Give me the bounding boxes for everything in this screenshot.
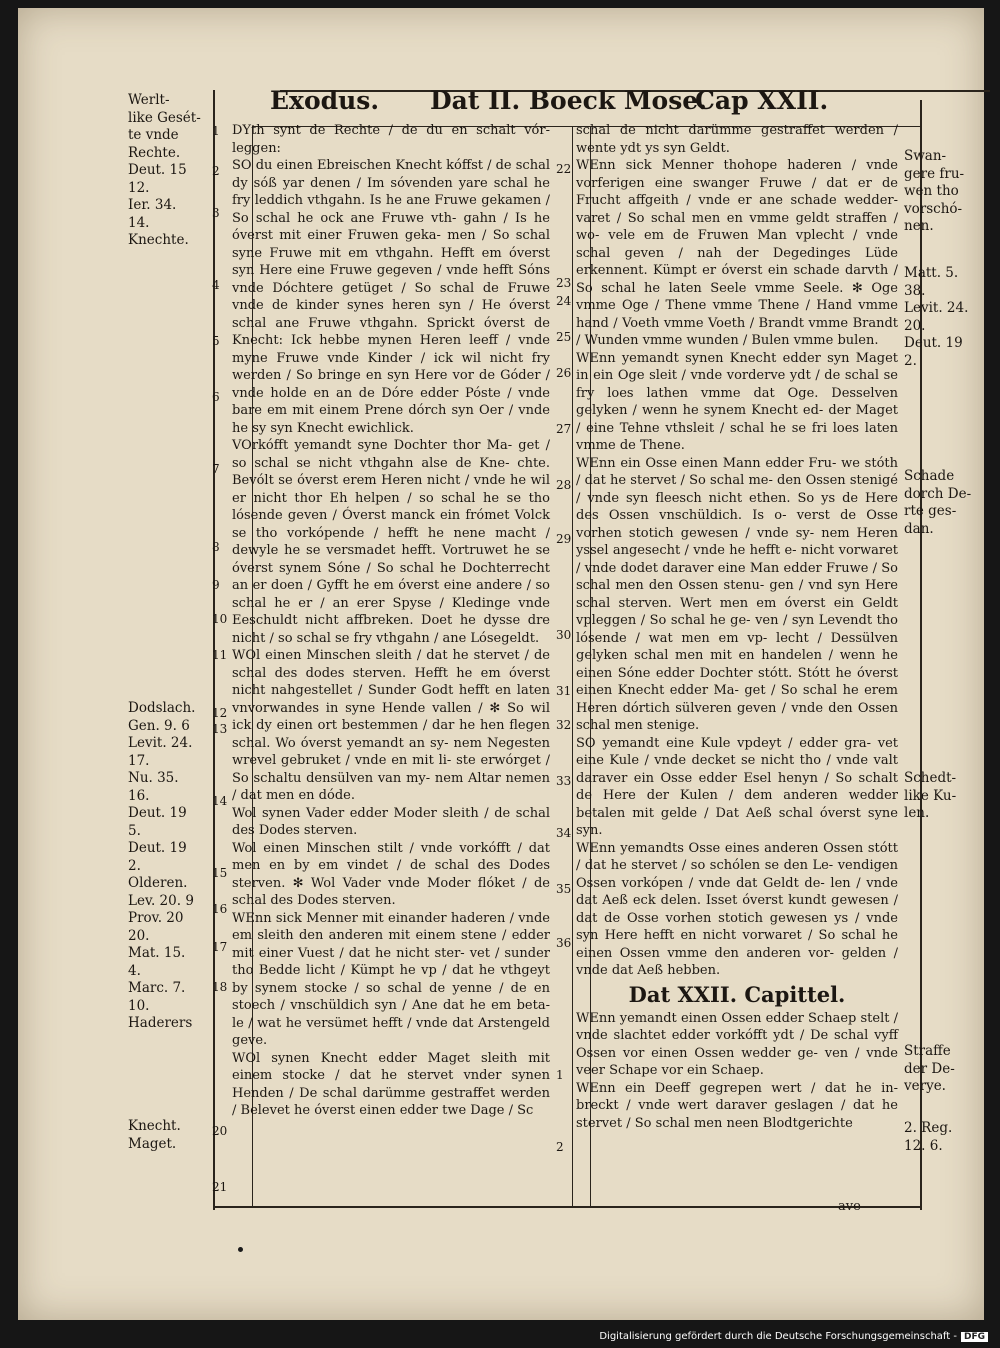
verse-number: 13 (212, 722, 228, 736)
verse-number: 1 (212, 124, 220, 138)
dfg-logo: DFG (961, 1332, 988, 1342)
footer-credit (599, 1331, 988, 1342)
margin-note: Swan- gere fru- wen tho vorschó- nen. (904, 148, 965, 234)
footer-text: Digitalisierung gefördert durch die Deutsche Forschungsgemeinschaft - (599, 1331, 957, 1342)
paragraph: WOl synen Knecht edder Maget sleith mit einem stocke / dat he stervet vnder synen Henden / De schal darümme gestraffet werden / Belevet he óverst einen edder twe Dage / Sc (232, 1050, 550, 1118)
right-number-rule (572, 126, 573, 1206)
verse-number: 14 (212, 794, 228, 808)
verse-number: 5 (212, 334, 220, 348)
paragraph: Wol einen Minschen stilt / vnde vorkófft / dat men en by em vindet / de schal des Dodes sterven. ✻ Wol Vader vnde Moder flóket / de schal des Dodes sterven. (232, 840, 550, 908)
verse-number: 2 (556, 1140, 564, 1154)
margin-note: 2. Reg. 12. 6. (904, 1120, 953, 1154)
frame-bottom-rule (213, 1206, 920, 1208)
paragraph: WEnn sick Menner thohope haderen / vnde vorferigen eine swanger Fruwe / dat er de Frucht affgeith / vnde er ane schade wedder- varet / So schal men en vmme geldt straffen / wo- vele em de Fruwen Man vplecht / vnde schal geven / nah der Degedinges Lüde erkennent. Kümpt er óverst ein schade darvth / So schal he laten Seele vmme Seele. ✻ Oge vmme Oge / Thene vmme Thene / Hand vmme hand / Voeth vmme Voeth / Brandt vmme Brandt / Wunden vmme wunden / Bulen vmme bulen. (576, 158, 898, 348)
running-head-title: Dat II. Boeck Mose. (430, 86, 707, 115)
paragraph: SO yemandt eine Kule vpdeyt / edder gra- vet eine Kule / vnde decket se nicht tho / vnde valt daraver ein Osse edder Esel henyn / So schalt de Here der Kulen / dem anderen wedder betalen mit gelde / Dat Aeß schal óverst syne syn. (576, 735, 898, 838)
margin-note: Schade dorch De- rte ges- dan. (904, 468, 972, 537)
paragraph: WEnn ein Deeff gegrepen wert / dat he in- breckt / vnde wert daraver geslagen / dat he stervet / So schal men neen Blodtgerichte (576, 1080, 898, 1131)
margin-note: Matt. 5. 38. Levit. 24. 20. Deut. 19 2. (904, 265, 969, 369)
left-text-column (232, 122, 550, 1120)
verse-number: 6 (212, 390, 220, 404)
verse-number: 32 (556, 718, 572, 732)
verse-number: 30 (556, 628, 572, 642)
paragraph: WEnn yemandt einen Ossen edder Schaep stelt / vnde slachtet edder vorkófft ydt / De schal vyff Ossen vor einen Ossen wedder ge- ven / vnde veer Schape vor ein Schaep. (576, 1010, 898, 1078)
running-head-chapter: Cap XXII. (695, 86, 829, 115)
verse-number: 18 (212, 980, 228, 994)
verse-number: 29 (556, 532, 572, 546)
paragraph: WEnn yemandt synen Knecht edder syn Maget in ein Oge sleit / vnde vorderve ydt / de schal se fry loes lathen vmme dat Oge. Desselven gelyken / wenn he synem Knecht ed- der Maget / eine Tehne vthsleit / schal he se fri loes laten vmme de Thene. (576, 350, 898, 453)
verse-number: 33 (556, 774, 572, 788)
verse-number: 11 (212, 648, 228, 662)
verse-number: 36 (556, 936, 572, 950)
margin-note: Knecht. Maget. (128, 1118, 181, 1152)
verse-number: 22 (556, 162, 572, 176)
paragraph: WEnn yemandts Osse eines anderen Ossen stótt / dat he stervet / so schólen se den Le- vendigen Ossen vorkópen / vnde dat Geldt de- len / vnde dat Aeß eck delen. Isset óverst kundt gewesen / dat de Osse vorhen stotich gewesen ys / vnde syn Here hefft en nicht vorwaret / So schal he einen Ossen vmme den anderen vor- gelden / vnde dat Aeß hebben. (576, 840, 898, 978)
verse-number: 34 (556, 826, 572, 840)
paragraph: SO du einen Ebreischen Knecht kóffst / de schal dy sóß yar denen / Im sóvenden yare schal he fry leddich vthgahn. Is he ane Fruwe gekamen / So schal he ock ane Fruwe vth- gahn / Is he óverst mit einer Fruwen geka- men / So schal syne Fruwe mit em vthgahn. Hefft em óverst syn Here eine Fruwe gegeven / vnde hefft Sóns vnde Dóchtere getüget / So schal de Fruwe vnde de kinder synes heren syn / He óverst schal ane Fruwe vthgahn. Sprickt óverst de Knecht: Ick hebbe mynen Heren leeff / vnde myne Fruwe vnde Kinder / ick wil nicht fry werden / So bringe en syn Here vor de Góder / vnde holde en an de Dóre edder Póste / vnde bare em mit einem Prene dórch syn Oer / vnde he sy syn Knecht ewichlick. (232, 158, 550, 436)
verse-number: 12 (212, 706, 228, 720)
margin-note: Schedt- like Ku- len. (904, 770, 957, 821)
verse-number: 16 (212, 902, 228, 916)
verse-number: 10 (212, 612, 228, 626)
ink-dot (238, 1247, 243, 1252)
verse-number: 15 (212, 866, 228, 880)
paragraph: VOrkófft yemandt syne Dochter thor Ma- get / so schal se nicht vthgahn alse de Kne- chte. Bevólt se óverst erem Heren nicht / vnde he wil er nicht thor Eh helpen / so schal he se tho lósende geven / Óverst manck ein frómet Volck se tho vorkópende / hefft he nene macht / dewyle he se versmadet hefft. Vortruwet he se óverst synem Sóne / So schal he Dochterrecht an er doen / Gyfft he em óverst eine andere / so schal he er / an erer Spyse / Kledinge vnde Eeschuldt nicht affbreken. Doet he dysse dre nicht / so schal se fry vthgahn / ane Lósegeldt. (232, 438, 550, 646)
verse-number: 23 (556, 276, 572, 290)
paragraph: WEnn ein Osse einen Mann edder Fru- we stóth / dat he stervet / So schal me- den Ossen stenigé / vnde syn fleesch nicht ethen. So ys de Here des Ossen vnschüldich. Is o- verst de Osse vorhen stotich gewesen / vnde sy- nem Heren yssel angesecht / vnde he hefft e- nicht vorwaret / vnde dodet daraver eine Man edder Fruwe / So schal men den Ossen stenu- gen / vnd syn Here schal sterven. Wert men em óverst ein Geldt vpleggen / So schal he ge- ven / syn Levendt tho lósende / wat men em vp- lecht / Dessülven gelyken schal men mit en handelen / wenn he einen Sóne edder Dochter stótt. Stótt he óverst einen Knecht edder Ma- get / So schal he erem Heren dórtich sülveren geven / vnde den Ossen schal men stenige. (576, 455, 898, 733)
verse-number: 24 (556, 294, 572, 308)
paragraph: Wol synen Vader edder Moder sleith / de schal des Dodes sterven. (232, 805, 550, 838)
paragraph: Dat XXII. Capittel. (628, 981, 846, 1007)
verse-number: 20 (212, 1124, 228, 1138)
verse-number: 9 (212, 578, 220, 592)
verse-number: 3 (212, 206, 220, 220)
verse-number: 17 (212, 940, 228, 954)
running-head-book: Exodus. (270, 86, 380, 115)
verse-number: 1 (556, 1068, 564, 1082)
catchword: ave (838, 1199, 861, 1214)
verse-number: 25 (556, 330, 572, 344)
verse-number: 26 (556, 366, 572, 380)
paragraph: WOl einen Minschen sleith / dat he stervet / de schal des dodes sterven. Hefft he em óverst nicht nahgestellet / Sunder Godt hefft en laten vnvorwandes in syne Hende vallen / ✻ So wil ick dy einen ort bestemmen / dar he hen flegen schal. Wo óverst yemandt an sy- nem Negesten wrevel gebruket / vnde en mit li- ste erwórget / So schaltu densülven van my- nem Altar nemen / dat men en dóde. (232, 648, 550, 803)
verse-number: 27 (556, 422, 572, 436)
paragraph: schal de nicht darümme gestraffet werden / wente ydt ys syn Geldt. (576, 123, 898, 156)
verse-number: 31 (556, 684, 572, 698)
margin-note: Werlt- like Gesét- te vnde Rechte. Deut. 15 12. Ier. 34. 14. Knechte. (128, 92, 201, 248)
margin-note: Dodslach. Gen. 9. 6 Levit. 24. 17. Nu. 35. 16. Deut. 19 5. Deut. 19 2. Olderen. Lev. 20. 9 Prov. 20 20. Mat. 15. 4. Marc. 7. 10. Haderers (128, 700, 196, 1031)
paragraph: WEnn sick Menner mit einander haderen / vnde em sleith den anderen mit einem stene / edder mit einer Vuest / dat he nicht ster- vet / sunder tho Bedde licht / Kümpt he vp / dat he vthgeyt by synem stocke / so schal de yenne / de en stoech / vnschüldich syn / Ane dat he em beta- le / wat he versümet hefft / vnde dat Arstengeld geve. (232, 910, 550, 1048)
right-text-column (576, 122, 898, 1132)
verse-number: 8 (212, 540, 220, 554)
verse-number: 21 (212, 1180, 228, 1194)
verse-number: 4 (212, 278, 220, 292)
verse-number: 7 (212, 462, 220, 476)
verse-number: 2 (212, 164, 220, 178)
verse-number: 35 (556, 882, 572, 896)
verse-number: 28 (556, 478, 572, 492)
margin-note: Straffe der De- verye. (904, 1043, 955, 1094)
paragraph: DYth synt de Rechte / de du en schalt vór- leggen: (232, 123, 550, 156)
